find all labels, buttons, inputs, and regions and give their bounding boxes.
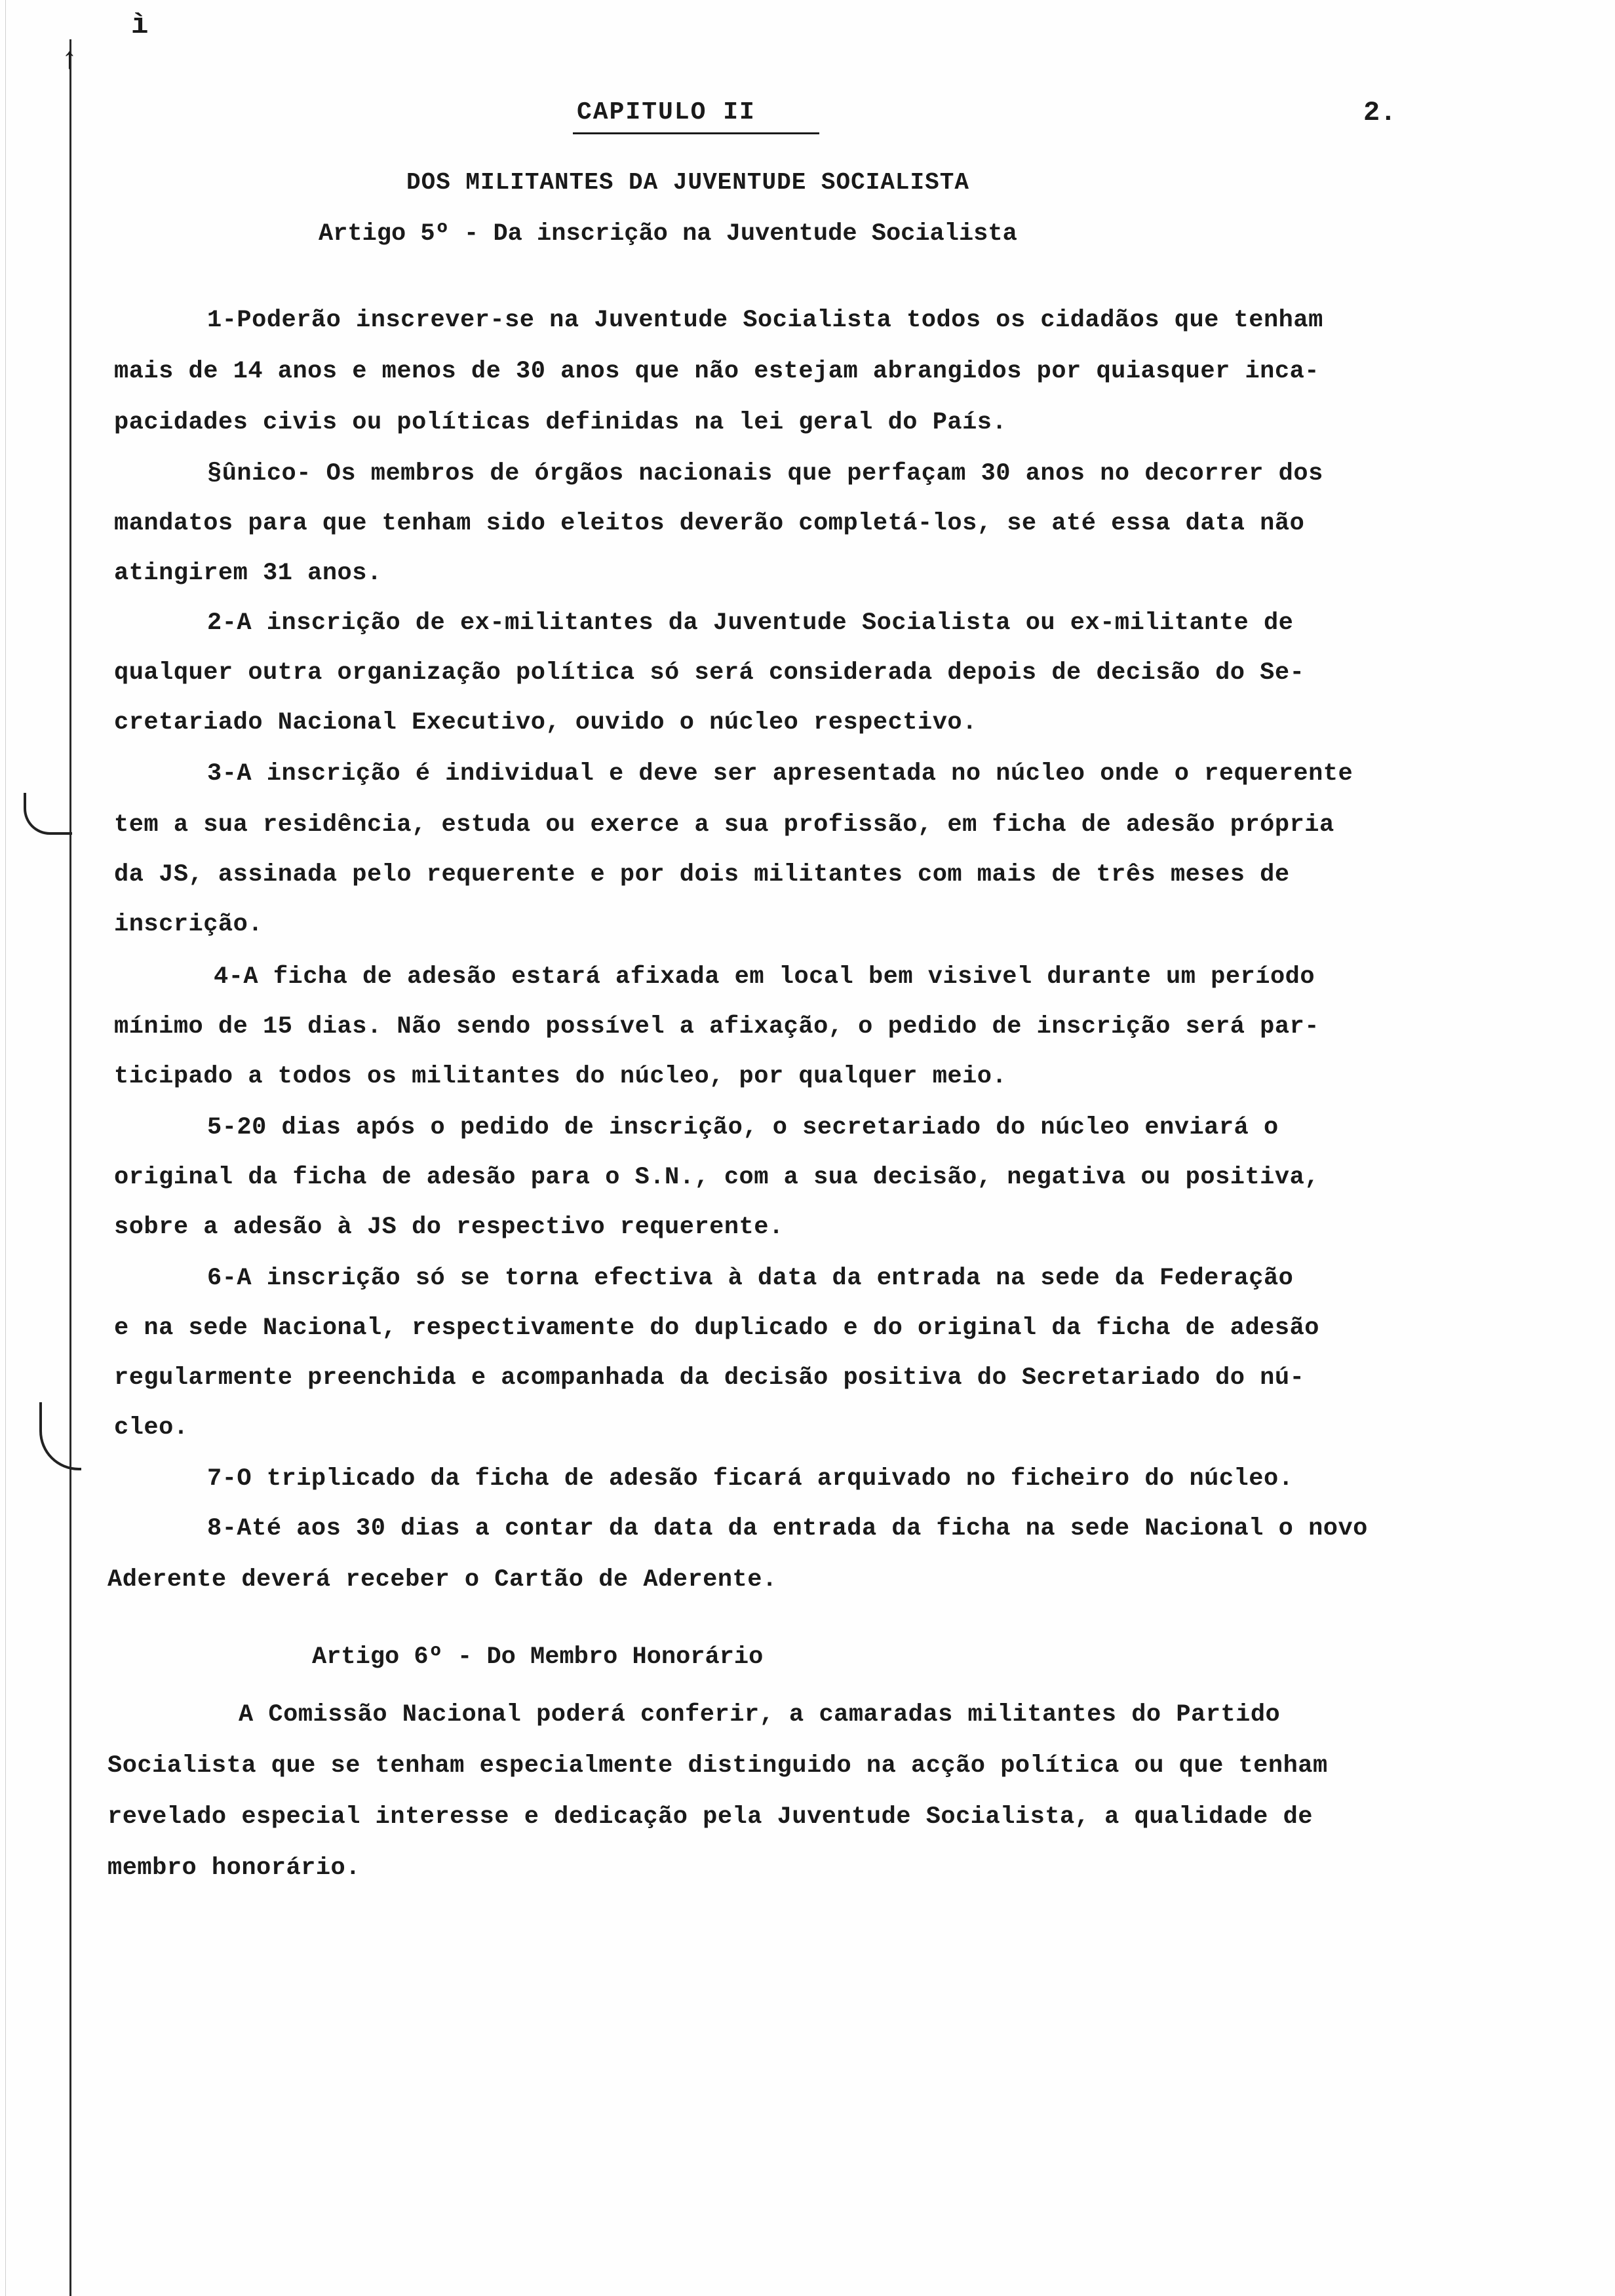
article-5-line: regularmente preenchida e acompanhada da decisão positiva do Secretariado do nú- xyxy=(114,1364,1305,1392)
margin-bracket-mark xyxy=(39,1402,81,1470)
article-5-line: 7-O triplicado da ficha de adesão ficará arquivado no ficheiro do núcleo. xyxy=(207,1465,1294,1493)
article-5-line: original da ficha de adesão para o S.N., com a sua decisão, negativa ou positiva, xyxy=(114,1164,1319,1191)
chapter-title-underline xyxy=(573,132,819,134)
article-5-line: cleo. xyxy=(114,1414,189,1442)
article-5-line: pacidades civis ou políticas definidas na lei geral do País. xyxy=(114,409,1007,436)
article-5-line: mínimo de 15 dias. Não sendo possível a afixação, o pedido de inscrição será par- xyxy=(114,1013,1319,1041)
chapter-title: CAPITULO II xyxy=(577,98,756,126)
article-5-line: da JS, assinada pelo requerente e por dois militantes com mais de três meses de xyxy=(114,861,1290,889)
article-5-line: mandatos para que tenham sido eleitos deverão completá-los, se até essa data não xyxy=(114,510,1305,537)
article-6-line: A Comissão Nacional poderá conferir, a camaradas militantes do Partido xyxy=(239,1701,1281,1729)
article-5-line: Aderente deverá receber o Cartão de Aderente. xyxy=(107,1566,777,1594)
margin-pin-mark: ↑ xyxy=(60,43,79,77)
article-5-line: 5-20 dias após o pedido de inscrição, o secretariado do núcleo enviará o xyxy=(207,1114,1279,1141)
article-6-line: membro honorário. xyxy=(107,1854,360,1882)
article-5-line: 6-A inscrição só se torna efectiva à data da entrada na sede da Federação xyxy=(207,1265,1294,1292)
article-5-line: atingirem 31 anos. xyxy=(114,560,382,587)
article-6-line: Socialista que se tenham especialmente distinguido na acção política ou que tenham xyxy=(107,1752,1328,1780)
article-5-line: 4-A ficha de adesão estará afixada em local bem visivel durante um período xyxy=(214,963,1315,991)
article-5-heading: Artigo 5º - Da inscrição na Juventude Socialista xyxy=(319,220,1017,248)
article-5-line: 2-A inscrição de ex-militantes da Juventude Socialista ou ex-militante de xyxy=(207,609,1294,637)
section-title: DOS MILITANTES DA JUVENTUDE SOCIALISTA xyxy=(406,169,969,196)
article-5-line: 3-A inscrição é individual e deve ser apresentada no núcleo onde o requerente xyxy=(207,760,1353,788)
article-5-line: tem a sua residência, estuda ou exerce a sua profissão, em ficha de adesão própria xyxy=(114,811,1334,839)
article-5-line: 1-Poderão inscrever-se na Juventude Socialista todos os cidadãos que tenham xyxy=(207,307,1323,334)
article-5-line: sobre a adesão à JS do respectivo requerente. xyxy=(114,1214,784,1241)
article-5-line: e na sede Nacional, respectivamente do duplicado e do original da ficha de adesão xyxy=(114,1314,1319,1342)
article-5-line: ticipado a todos os militantes do núcleo, por qualquer meio. xyxy=(114,1063,1007,1090)
article-5-line: mais de 14 anos e menos de 30 anos que não estejam abrangidos por quiasquer inca- xyxy=(114,358,1319,385)
article-5-line: 8-Até aos 30 dias a contar da data da entrada da ficha na sede Nacional o novo xyxy=(207,1515,1368,1542)
article-5-line: cretariado Nacional Executivo, ouvido o núcleo respectivo. xyxy=(114,709,977,737)
article-5-line: qualquer outra organização política só será considerada depois de decisão do Se- xyxy=(114,659,1305,687)
article-6-heading: Artigo 6º - Do Membro Honorário xyxy=(312,1643,764,1671)
article-5-line: §ûnico- Os membros de órgãos nacionais que perfaçam 30 anos no decorrer dos xyxy=(207,460,1323,488)
corner-handwritten-mark: ì xyxy=(131,9,149,42)
margin-rule xyxy=(69,39,71,2296)
scan-edge-line xyxy=(5,0,6,2296)
article-5-line: inscrição. xyxy=(114,911,263,938)
article-6-line: revelado especial interesse e dedicação pela Juventude Socialista, a qualidade de xyxy=(107,1803,1313,1831)
margin-bracket-mark xyxy=(24,793,72,835)
page-number: 2. xyxy=(1363,97,1397,128)
